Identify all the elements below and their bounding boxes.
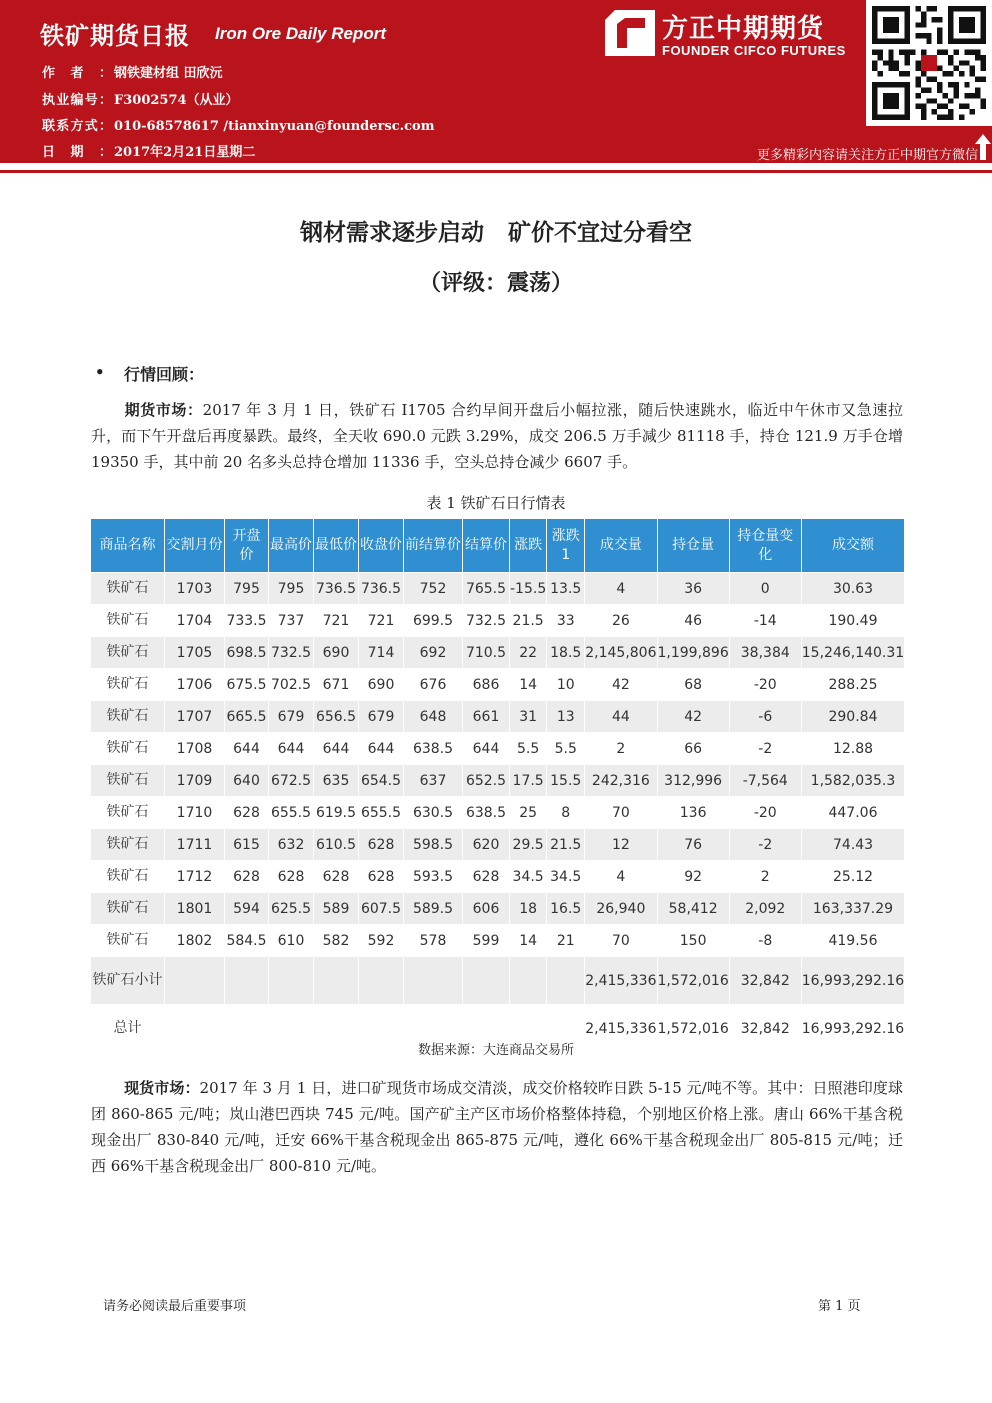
table-row (91, 573, 905, 605)
table-cell: 1,199,896 (657, 637, 729, 669)
table-cell: 1706 (165, 669, 225, 701)
table-cell: 594 (225, 893, 269, 925)
table-cell: -20 (729, 797, 801, 829)
table-cell: 628 (269, 861, 314, 893)
table-cell: 610.5 (314, 829, 359, 861)
table-cell: 419.56 (801, 925, 904, 957)
table-cell: 1708 (165, 733, 225, 765)
table-cell: 795 (225, 573, 269, 605)
table-cell: 710.5 (463, 637, 510, 669)
table-cell: 733.5 (225, 605, 269, 637)
table-cell: 714 (359, 637, 404, 669)
rating-label: （评级：震荡） (418, 271, 573, 296)
table-cell: 242,316 (585, 765, 657, 797)
table-cell: 26 (585, 605, 657, 637)
table-cell: 18 (510, 893, 547, 925)
table-cell: 765.5 (463, 573, 510, 605)
brand-name-cn: 方正中期期货 (662, 14, 825, 44)
table-cell: 1707 (165, 701, 225, 733)
table-cell: 288.25 (801, 669, 904, 701)
main-title: 钢材需求逐步启动 矿价不宜过分看空 (299, 220, 693, 246)
table-row (91, 637, 905, 669)
table-cell: 163,337.29 (801, 893, 904, 925)
table-cell: 699.5 (404, 605, 463, 637)
table-cell: 598.5 (404, 829, 463, 861)
table-cell-name: 铁矿石 (91, 637, 165, 669)
founder-logo-icon (605, 10, 655, 56)
table-cell: 4 (585, 861, 657, 893)
meta-value: F3002574（从业） (114, 93, 239, 108)
table-cell-name: 铁矿石 (91, 605, 165, 637)
table-cell-name: 铁矿石 (91, 797, 165, 829)
meta-value: 2017年2月21日星期二 (114, 145, 256, 160)
table-cell: 615 (225, 829, 269, 861)
table-cell: 12.88 (801, 733, 904, 765)
table-cell: 1709 (165, 765, 225, 797)
table-cell-name: 总计 (91, 1005, 165, 1053)
wechat-follow-note: 更多精彩内容请关注方正中期官方微信 (756, 148, 978, 163)
column-header: 结算价 (463, 519, 510, 573)
column-header: 涨跌1 (547, 519, 585, 573)
table-cell (225, 957, 269, 1005)
table-cell: 21.5 (510, 605, 547, 637)
table-cell: 12 (585, 829, 657, 861)
table-cell (463, 957, 510, 1005)
table-body (91, 573, 905, 1053)
futures-market-text: 2017 年 3 月 1 日，铁矿石 I1705 合约早间开盘后小幅拉涨，随后快速跳水，临近中午休市又急速拉升，而下午开盘后再度暴跌。最终，全天收 690.0 元跌 3.29%，成交 206.5 万手减少 81118 手，持仓 121.9 万手仓增 19350 手，其中前 20 名多头总持仓增加 11336 手，空头总持仓减少 6607 手。 (91, 401, 903, 471)
table-cell-name: 铁矿石 (91, 925, 165, 957)
table-cell (165, 957, 225, 1005)
table-cell (314, 957, 359, 1005)
table-cell: 589 (314, 893, 359, 925)
table-cell: 644 (314, 733, 359, 765)
meta-author (42, 62, 223, 81)
bullet-icon: • (95, 363, 105, 381)
table-cell: 16,993,292.16 (801, 957, 904, 1005)
table-cell: 92 (657, 861, 729, 893)
table-cell (404, 957, 463, 1005)
table-cell: 628 (314, 861, 359, 893)
meta-label: 日期： (42, 145, 112, 160)
table-cell: 70 (585, 797, 657, 829)
table-cell: 589.5 (404, 893, 463, 925)
table-cell: 655.5 (269, 797, 314, 829)
futures-market-lead: 期货市场： (124, 401, 203, 419)
table-cell-name: 铁矿石 (91, 669, 165, 701)
table-cell: 795 (269, 573, 314, 605)
table-cell: 14 (510, 669, 547, 701)
table-cell: 676 (404, 669, 463, 701)
table-cell: 1,572,016 (657, 957, 729, 1005)
table-cell: 721 (359, 605, 404, 637)
table-cell: 1801 (165, 893, 225, 925)
table-cell: 675.5 (225, 669, 269, 701)
table-cell: 74.43 (801, 829, 904, 861)
table-cell: -15.5 (510, 573, 547, 605)
table-cell: -14 (729, 605, 801, 637)
table-row (91, 701, 905, 733)
table-cell: 690 (359, 669, 404, 701)
table-cell: 644 (359, 733, 404, 765)
table-cell: 584.5 (225, 925, 269, 957)
table-cell: 18.5 (547, 637, 585, 669)
table-cell: 640 (225, 765, 269, 797)
table-cell: 690 (314, 637, 359, 669)
column-header: 成交量 (585, 519, 657, 573)
table-cell: 32,842 (729, 1005, 801, 1053)
table-cell (547, 957, 585, 1005)
column-header: 交割月份 (165, 519, 225, 573)
table-cell: -2 (729, 733, 801, 765)
table-cell: 1,572,016 (657, 1005, 729, 1053)
table-cell: 22 (510, 637, 547, 669)
table-cell: 33 (547, 605, 585, 637)
table-cell: 1802 (165, 925, 225, 957)
table-cell: 628 (225, 797, 269, 829)
table-cell: 42 (657, 701, 729, 733)
header-divider (0, 170, 992, 173)
table-row (91, 861, 905, 893)
table-cell (269, 957, 314, 1005)
meta-value: 钢铁建材组 田欣沅 (114, 66, 223, 81)
table-cell: 13.5 (547, 573, 585, 605)
table-row (91, 765, 905, 797)
table-cell-name: 铁矿石 (91, 765, 165, 797)
table-cell: 661 (463, 701, 510, 733)
table-cell: 592 (359, 925, 404, 957)
table-cell: 628 (359, 861, 404, 893)
spot-market-text: 2017 年 3 月 1 日，进口矿现货市场成交清淡，成交价格较昨日跌 5-15 元/吨不等。其中：日照港印度球团 860-865 元/吨；岚山港巴西块 745 元/吨。国产矿主产区市场价格整体持稳，个别地区价格上涨。唐山 66%干基含税现金出厂 830-840 元/吨，迁安 66%干基含税现金出 865-875 元/吨，遵化 66%干基含税现金出厂 805-815 元/吨；迁西 66%干基含税现金出厂 800-810 元/吨。 (91, 1079, 903, 1175)
table-cell: 16,993,292.16 (801, 1005, 904, 1053)
table-cell-name: 铁矿石 (91, 861, 165, 893)
table-cell: 698.5 (225, 637, 269, 669)
table-cell: 1712 (165, 861, 225, 893)
table-cell: 447.06 (801, 797, 904, 829)
table-cell: 1703 (165, 573, 225, 605)
table-cell: 14 (510, 925, 547, 957)
table-cell: 34.5 (510, 861, 547, 893)
table-cell: 679 (269, 701, 314, 733)
table-cell: 637 (404, 765, 463, 797)
table-cell: 136 (657, 797, 729, 829)
table-cell: 648 (404, 701, 463, 733)
table-cell: 644 (269, 733, 314, 765)
table-cell: 599 (463, 925, 510, 957)
table-cell: 34.5 (547, 861, 585, 893)
footer-notice: 请务必阅读最后重要事项 (103, 1299, 247, 1314)
table-cell: 638.5 (463, 797, 510, 829)
table-cell: 752 (404, 573, 463, 605)
table-cell: 290.84 (801, 701, 904, 733)
table-cell: 671 (314, 669, 359, 701)
table-cell: 38,384 (729, 637, 801, 669)
futures-market-paragraph (91, 397, 903, 475)
table-cell: 25.12 (801, 861, 904, 893)
meta-date (42, 141, 255, 160)
table-cell: 2,092 (729, 893, 801, 925)
table-cell: 76 (657, 829, 729, 861)
table-row (91, 829, 905, 861)
table-cell: 10 (547, 669, 585, 701)
table-cell: 736.5 (359, 573, 404, 605)
table-cell: 625.5 (269, 893, 314, 925)
table-cell: 672.5 (269, 765, 314, 797)
column-header: 开盘价 (225, 519, 269, 573)
table-cell: 26,940 (585, 893, 657, 925)
meta-value[interactable]: 010-68578617 /tianxinyuan@foundersc.com (114, 119, 435, 134)
table-cell: 686 (463, 669, 510, 701)
table-cell: 1705 (165, 637, 225, 669)
table-row (91, 893, 905, 925)
table-header-row (91, 519, 905, 573)
table-row (91, 957, 905, 1005)
table-cell: 29.5 (510, 829, 547, 861)
spot-market-paragraph (91, 1075, 903, 1179)
table-cell: 732.5 (269, 637, 314, 669)
table-cell: 656.5 (314, 701, 359, 733)
column-header: 最低价 (314, 519, 359, 573)
meta-license (42, 89, 239, 108)
table-caption: 表 1 铁矿石日行情表 (426, 494, 566, 512)
table-cell: 150 (657, 925, 729, 957)
column-header: 最高价 (269, 519, 314, 573)
table-cell-name: 铁矿石 (91, 893, 165, 925)
report-title: 铁矿期货日报 (40, 22, 190, 50)
table-cell: 1710 (165, 797, 225, 829)
table-cell: 15.5 (547, 765, 585, 797)
table-cell: 190.49 (801, 605, 904, 637)
table-cell: 606 (463, 893, 510, 925)
table-cell: 654.5 (359, 765, 404, 797)
table-cell: 312,996 (657, 765, 729, 797)
table-cell: 732.5 (463, 605, 510, 637)
table-cell: 25 (510, 797, 547, 829)
table-cell: 1711 (165, 829, 225, 861)
table-cell: -2 (729, 829, 801, 861)
table-cell: 610 (269, 925, 314, 957)
table-cell: 2,415,336 (585, 957, 657, 1005)
table-cell: 630.5 (404, 797, 463, 829)
table-cell: 16.5 (547, 893, 585, 925)
table-cell: 44 (585, 701, 657, 733)
table-cell: 736.5 (314, 573, 359, 605)
table-cell: 607.5 (359, 893, 404, 925)
table-cell: -8 (729, 925, 801, 957)
table-cell-name: 铁矿石 (91, 701, 165, 733)
table-cell: 632 (269, 829, 314, 861)
meta-label: 作者： (42, 66, 112, 81)
table-cell: 32,842 (729, 957, 801, 1005)
table-cell: 628 (225, 861, 269, 893)
table-cell: 0 (729, 573, 801, 605)
column-header: 持仓量 (657, 519, 729, 573)
table-cell: 628 (359, 829, 404, 861)
table-cell: 66 (657, 733, 729, 765)
table-cell-name: 铁矿石 (91, 829, 165, 861)
table-cell: 2 (585, 733, 657, 765)
table-cell: -6 (729, 701, 801, 733)
table-cell: 593.5 (404, 861, 463, 893)
table-cell: 42 (585, 669, 657, 701)
table-cell: 702.5 (269, 669, 314, 701)
table-cell: 619.5 (314, 797, 359, 829)
table-cell: 30.63 (801, 573, 904, 605)
table-cell: 46 (657, 605, 729, 637)
wechat-qr-code[interactable] (866, 0, 992, 126)
table-source: 数据来源：大连商品交易所 (417, 1043, 574, 1058)
column-header: 持仓量变化 (729, 519, 801, 573)
table-cell: 8 (547, 797, 585, 829)
arrow-up-icon (975, 134, 991, 160)
table-cell: 620 (463, 829, 510, 861)
table-cell: 665.5 (225, 701, 269, 733)
table-cell: 5.5 (510, 733, 547, 765)
table-cell: 17.5 (510, 765, 547, 797)
table-row (91, 797, 905, 829)
table-cell: 5.5 (547, 733, 585, 765)
meta-label: 执业编号： (42, 93, 112, 108)
table-cell: -7,564 (729, 765, 801, 797)
column-header: 商品名称 (91, 519, 165, 573)
page-number: 第 1 页 (818, 1299, 861, 1314)
table-cell-name: 铁矿石小计 (91, 957, 165, 1005)
table-cell (359, 957, 404, 1005)
iron-ore-quote-table (90, 518, 905, 1053)
table-cell-name: 铁矿石 (91, 733, 165, 765)
table-cell: 737 (269, 605, 314, 637)
report-header-band (0, 0, 992, 163)
table-cell: -20 (729, 669, 801, 701)
column-header: 前结算价 (404, 519, 463, 573)
table-cell: 2,415,336 (585, 1005, 657, 1053)
table-cell: 638.5 (404, 733, 463, 765)
spot-market-lead: 现货市场： (124, 1079, 200, 1097)
table-cell: 644 (463, 733, 510, 765)
meta-label: 联系方式： (42, 119, 112, 134)
meta-contact (42, 115, 435, 134)
report-subtitle: Iron Ore Daily Report (215, 24, 386, 43)
table-cell: 692 (404, 637, 463, 669)
table-cell: 644 (225, 733, 269, 765)
table-cell (510, 957, 547, 1005)
table-cell: 1704 (165, 605, 225, 637)
table-cell: 655.5 (359, 797, 404, 829)
table-cell: 58,412 (657, 893, 729, 925)
table-cell: 70 (585, 925, 657, 957)
table-cell: 582 (314, 925, 359, 957)
table-cell: 1,582,035.3 (801, 765, 904, 797)
table-cell: 679 (359, 701, 404, 733)
table-row (91, 669, 905, 701)
table-cell: 2 (729, 861, 801, 893)
table-row (91, 605, 905, 637)
table-cell: 721 (314, 605, 359, 637)
table-cell: 2,145,806 (585, 637, 657, 669)
table-cell: 13 (547, 701, 585, 733)
table-row (91, 925, 905, 957)
table-cell: 628 (463, 861, 510, 893)
table-cell: 15,246,140.31 (801, 637, 904, 669)
table-cell: 635 (314, 765, 359, 797)
qr-code-icon (872, 5, 986, 121)
section-heading: 行情回顾： (124, 365, 205, 384)
table-cell: 68 (657, 669, 729, 701)
table-row (91, 733, 905, 765)
table-cell: 21.5 (547, 829, 585, 861)
column-header: 涨跌 (510, 519, 547, 573)
table-cell: 652.5 (463, 765, 510, 797)
brand-name-en: FOUNDER CIFCO FUTURES (662, 43, 846, 58)
table-cell: 21 (547, 925, 585, 957)
table-cell: 36 (657, 573, 729, 605)
table-cell-name: 铁矿石 (91, 573, 165, 605)
column-header: 成交额 (801, 519, 904, 573)
table-cell: 578 (404, 925, 463, 957)
table-cell: 31 (510, 701, 547, 733)
table-cell: 4 (585, 573, 657, 605)
column-header: 收盘价 (359, 519, 404, 573)
